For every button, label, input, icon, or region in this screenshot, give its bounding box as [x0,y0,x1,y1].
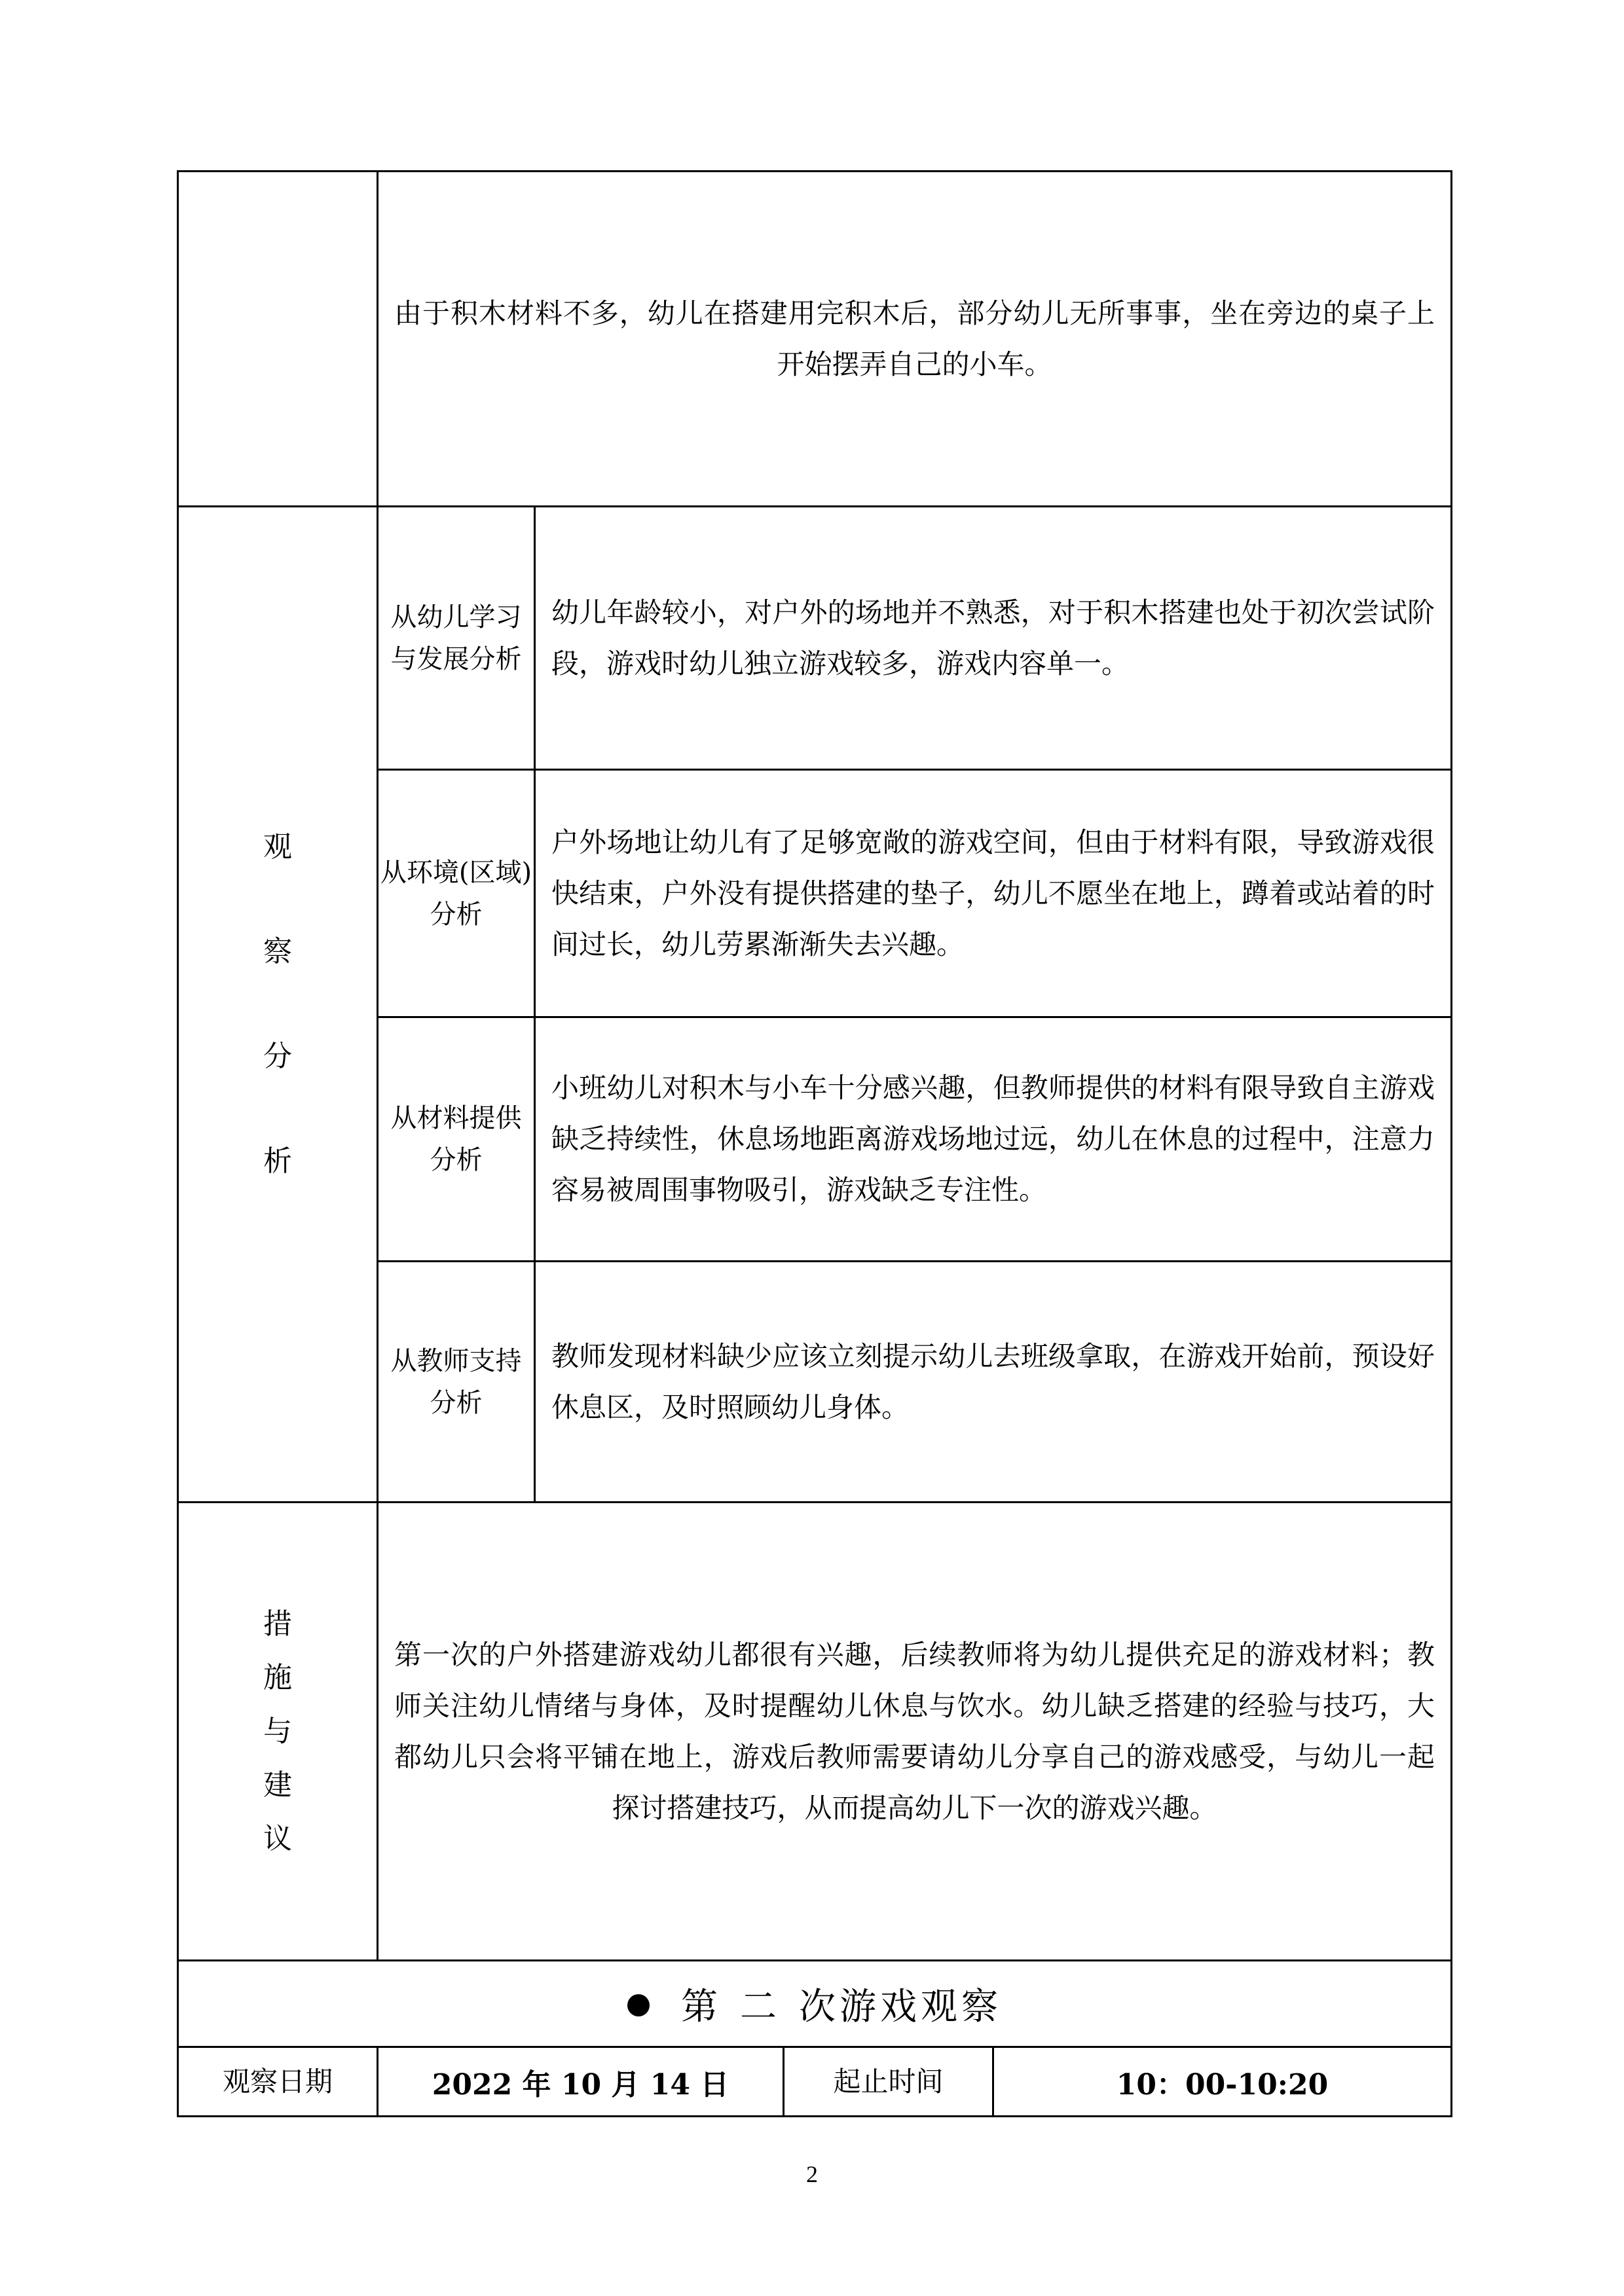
analysis-sub-label: 从材料提供分析 [378,1017,535,1262]
analysis-content [535,1262,1452,1503]
measures-label-char: 与 [263,1714,292,1748]
page-number: 2 [806,2161,818,2187]
analysis-label-char: 分 [263,1040,292,1073]
analysis-sub-label: 从环境(区域)分析 [378,770,535,1017]
analysis-label-char: 察 [263,935,292,968]
observation-table [177,170,1452,2117]
measures-label-char: 建 [263,1768,292,1802]
analysis-text: 户外场地让幼儿有了足够宽敞的游戏空间，但由于材料有限，导致游戏很快结束，户外没有提供搭建的垫子，幼儿不愿坐在地上，蹲着或站着的时间过长，幼儿劳累渐渐失去兴趣。 [551,826,1435,960]
date-value: 2022 年 10 月 14 日 [378,2047,784,2117]
section-header-row [178,1961,1452,2047]
section-word: 二 [740,1985,781,2028]
analysis-sub-label: 从幼儿学习与发展分析 [378,507,535,770]
analysis-text: 幼儿年龄较小，对户外的场地并不熟悉，对于积木搭建也处于初次尝试阶段，游戏时幼儿独立游戏较多，游戏内容单一。 [551,596,1435,680]
time-value: 10：00-10:20 [993,2047,1452,2117]
date-row [178,2047,1452,2117]
analysis-label-char: 析 [263,1144,292,1178]
note-text: 由于积木材料不多，幼儿在搭建用完积木后，部分幼儿无所事事，坐在旁边的桌子上开始摆弄自己的小车。 [394,297,1435,380]
section-word: 第 [681,1985,722,2028]
section-header [178,1961,1452,2047]
measures-label-char: 施 [263,1660,292,1694]
analysis-label [178,507,378,1503]
note-cell [378,172,1452,507]
analysis-content [535,770,1452,1017]
measures-row [178,1503,1452,1961]
analysis-content [535,507,1452,770]
date-label: 观察日期 [178,2047,378,2117]
analysis-content [535,1017,1452,1262]
time-label: 起止时间 [784,2047,993,2117]
note-label-cell [178,172,378,507]
analysis-row [178,507,1452,770]
measures-label [178,1503,378,1961]
measures-cell [378,1503,1452,1961]
analysis-text: 小班幼儿对积木与小车十分感兴趣，但教师提供的材料有限导致自主游戏缺乏持续性，休息场地距离游戏场地过远，幼儿在休息的过程中，注意力容易被周围事物吸引，游戏缺乏专注性。 [551,1072,1435,1206]
section-word: 次游戏观察 [799,1985,1002,2028]
bullet-icon [627,1994,650,2016]
measures-label-char: 措 [263,1607,292,1641]
measures-label-char: 议 [263,1821,292,1855]
analysis-label-char: 观 [263,830,292,864]
measures-text: 第一次的户外搭建游戏幼儿都很有兴趣，后续教师将为幼儿提供充足的游戏材料；教师关注幼儿情绪与身体，及时提醒幼儿休息与饮水。幼儿缺乏搭建的经验与技巧，大都幼儿只会将平铺在地上，游戏后教师需要请幼儿分享自己的游戏感受，与幼儿一起探讨搭建技巧，从而提高幼儿下一次的游戏兴趣。 [394,1638,1435,1824]
note-row [178,172,1452,507]
analysis-sub-label: 从教师支持分析 [378,1262,535,1503]
analysis-text: 教师发现材料缺少应该立刻提示幼儿去班级拿取，在游戏开始前，预设好休息区，及时照顾幼儿身体。 [551,1339,1435,1423]
